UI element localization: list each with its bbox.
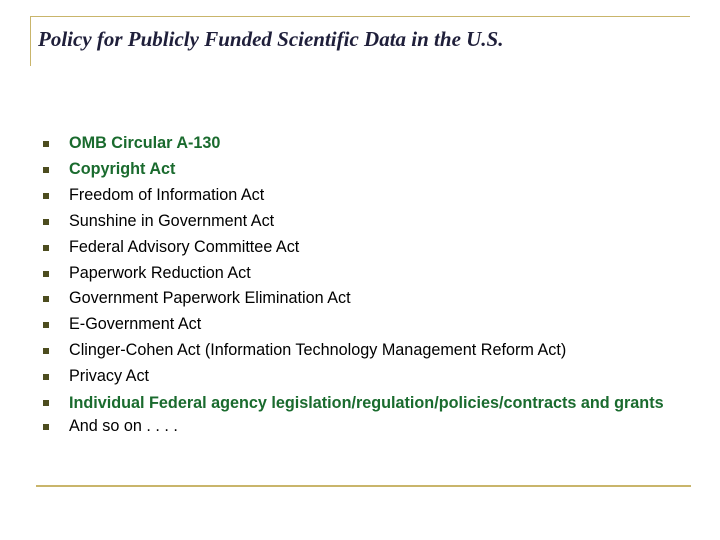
- top-frame-rule: [30, 16, 690, 17]
- list-item-label: Paperwork Reduction Act: [69, 263, 251, 282]
- list-item-label: Privacy Act: [69, 367, 150, 386]
- square-bullet-icon: [43, 167, 49, 173]
- list-item: [41, 235, 681, 261]
- square-bullet-icon: [43, 296, 49, 302]
- list-item-label: Copyright Act: [69, 159, 176, 178]
- list-item: [41, 364, 681, 390]
- list-item: [41, 414, 681, 440]
- list-item: [41, 209, 681, 235]
- bottom-rule: [36, 485, 691, 487]
- list-item-label: Clinger-Cohen Act (Information Technology Management Reform Act): [69, 341, 567, 360]
- square-bullet-icon: [43, 322, 49, 328]
- square-bullet-icon: [43, 424, 49, 430]
- square-bullet-icon: [43, 245, 49, 251]
- list-item: [41, 183, 681, 209]
- list-item-label: OMB Circular A-130: [69, 134, 221, 152]
- square-bullet-icon: [43, 400, 49, 406]
- square-bullet-icon: [43, 219, 49, 225]
- left-frame-rule: [30, 16, 31, 66]
- square-bullet-icon: [43, 193, 49, 199]
- list-item-label: E-Government Act: [69, 315, 202, 334]
- list-item: [41, 157, 681, 183]
- slide-title: Policy for Publicly Funded Scientific Data in the U.S.: [38, 27, 504, 51]
- list-item: [41, 261, 681, 287]
- list-item: [41, 312, 681, 338]
- square-bullet-icon: [43, 374, 49, 380]
- list-item-label: Individual Federal agency legislation/regulation/policies/contracts and grants: [69, 394, 664, 413]
- list-item: [41, 338, 681, 364]
- square-bullet-icon: [43, 141, 49, 147]
- list-item: [41, 131, 681, 157]
- list-item: [41, 286, 681, 312]
- square-bullet-icon: [43, 271, 49, 277]
- list-item-label: Government Paperwork Elimination Act: [69, 289, 351, 308]
- list-item-label: Federal Advisory Committee Act: [69, 237, 300, 256]
- list-item-label: Sunshine in Government Act: [69, 211, 275, 230]
- list-item: [41, 390, 681, 414]
- bullet-list: [41, 131, 681, 440]
- square-bullet-icon: [43, 348, 49, 354]
- list-item-label: Freedom of Information Act: [69, 185, 265, 204]
- list-item-label: And so on . . . .: [69, 417, 178, 436]
